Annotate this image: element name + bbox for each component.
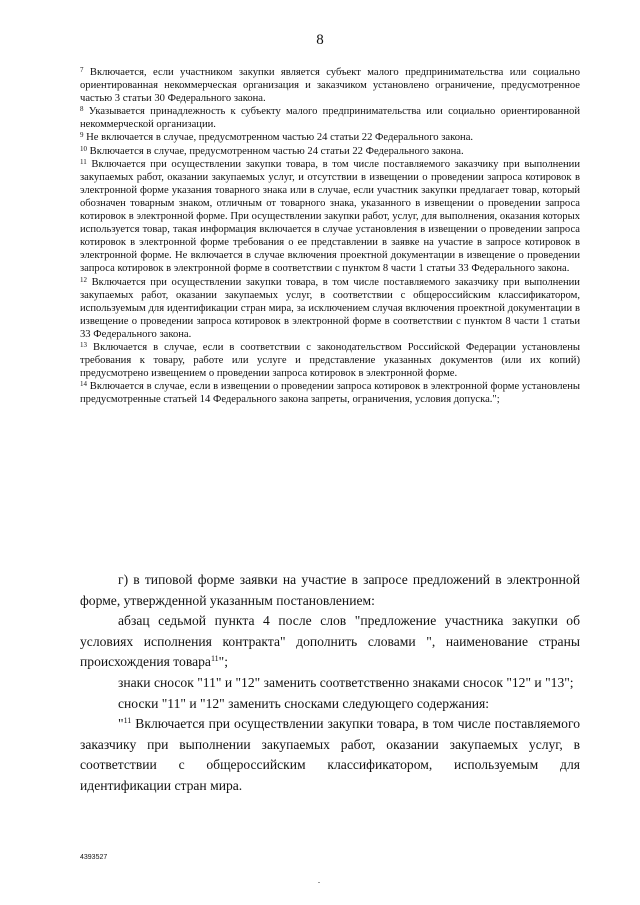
body-section bbox=[80, 570, 580, 797]
footnote-marker: 12 bbox=[80, 275, 87, 284]
footnotes-section bbox=[80, 66, 580, 406]
footnote-ref: 11 bbox=[123, 716, 132, 726]
footnote-ref: 11 bbox=[210, 654, 219, 664]
footnote-text: Включается, если участником закупки является субъект малого предпринимательства или социально ориентированная некоммерческая организация и заказчиком установлено ограничение, предусмотренное частью 3 статьи 30 Федерального закона. bbox=[80, 67, 581, 105]
body-text: абзац седьмой пункта 4 после слов "предложение участника закупки об условиях исполнения контракта" дополнить словами ", наименование страны происхождения товара bbox=[80, 613, 580, 670]
footnote-14 bbox=[80, 380, 580, 406]
body-paragraph: знаки сносок "11" и "12" заменить соответственно знаками сносок "12" и "13"; bbox=[118, 674, 574, 690]
scan-artifact bbox=[318, 882, 320, 883]
body-text: " bbox=[118, 716, 124, 732]
footnote-text: Включается в случае, если в извещении о проведении запроса котировок в электронной форме установлены предусмотренные статьей 14 Федерального закона запреты, ограничения, условия допуска."; bbox=[80, 381, 580, 406]
footnote-marker: 13 bbox=[80, 340, 87, 349]
body-paragraph: сноски "11" и "12" заменить сносками следующего содержания: bbox=[118, 695, 490, 711]
footnote-7 bbox=[80, 66, 580, 105]
footnote-marker: 8 bbox=[80, 105, 84, 114]
footnote-text: Включается при осуществлении закупки товара, в том числе поставляемого заказчику при выполнении закупаемых работ, оказании закупаемых услуг, и отсутствии в извещении о проведении запроса котировок в электронной форме указания товарного знака или в случае, если участник закупки предлагает товар, который обозначен товарным знаком, отличным от товарного знака, указанного в извещении о проведении запроса котировок в электронной форме. При осуществлении закупки работ, услуг, для выполнения, оказания которых используется товар, такая информация включается в случае установления в извещении о проведении запроса котировок в электронной форме требования о ее представлении в заявке на участие в запросе котировок в электронной форме. Не включается в случае включения проектной документации в извещение о проведении запроса котировок в электронной форме в соответствии с пунктом 8 части 1 статьи 33 Федерального закона. bbox=[80, 158, 580, 275]
body-paragraph bbox=[80, 611, 580, 673]
document-id: 4393527 bbox=[80, 854, 108, 861]
footnote-text: Включается в случае, предусмотренном частью 24 статьи 22 Федерального закона. bbox=[89, 145, 464, 157]
footnote-8 bbox=[80, 105, 580, 131]
footnote-text: Включается в случае, если в соответствии с законодательством Российской Федерации установлены требования к товару, работе или услуге и представление указанных документов (или их копий) предусмотрено извещением о проведении запроса котировок в электронной форме. bbox=[80, 341, 580, 380]
footnote-10 bbox=[80, 145, 580, 158]
footnote-marker: 9 bbox=[80, 131, 84, 140]
body-text: "; bbox=[218, 654, 228, 670]
footnote-marker: 11 bbox=[80, 157, 87, 166]
body-paragraph: г) в типовой форме заявки на участие в запросе предложений в электронной форме, утвержденной указанным постановлением: bbox=[80, 572, 580, 608]
footnote-12 bbox=[80, 276, 580, 341]
footnote-text: Указывается принадлежность к субъекту малого предпринимательства или социально ориентированной некоммерческой организации. bbox=[80, 106, 580, 131]
footnote-13 bbox=[80, 341, 580, 380]
footnote-11 bbox=[80, 158, 580, 276]
page-number: 8 bbox=[316, 32, 324, 48]
footnote-marker: 7 bbox=[80, 66, 84, 74]
footnote-marker: 14 bbox=[80, 380, 87, 389]
body-paragraph bbox=[80, 714, 580, 796]
footnote-9 bbox=[80, 131, 580, 144]
footnote-text: Не включается в случае, предусмотренном частью 24 статьи 22 Федерального закона. bbox=[86, 132, 474, 144]
footnote-marker: 10 bbox=[80, 144, 87, 153]
footnote-text: Включается при осуществлении закупки товара, в том числе поставляемого заказчику при выполнении закупаемых работ, оказании закупаемых услуг, в соответствии с общероссийским классификатором, используемым для идентификации стран мира, за исключением случая включения проектной документации в извещение о проведении запроса котировок в электронной форме в соответствии с пунктом 8 части 1 статьи 33 Федерального закона. bbox=[80, 276, 580, 340]
body-text: Включается при осуществлении закупки товара, в том числе поставляемого заказчику при выполнении закупаемых работ, оказании закупаемых услуг, в соответствии с общероссийским классификатором, используемым для идентификации стран мира. bbox=[80, 716, 580, 793]
